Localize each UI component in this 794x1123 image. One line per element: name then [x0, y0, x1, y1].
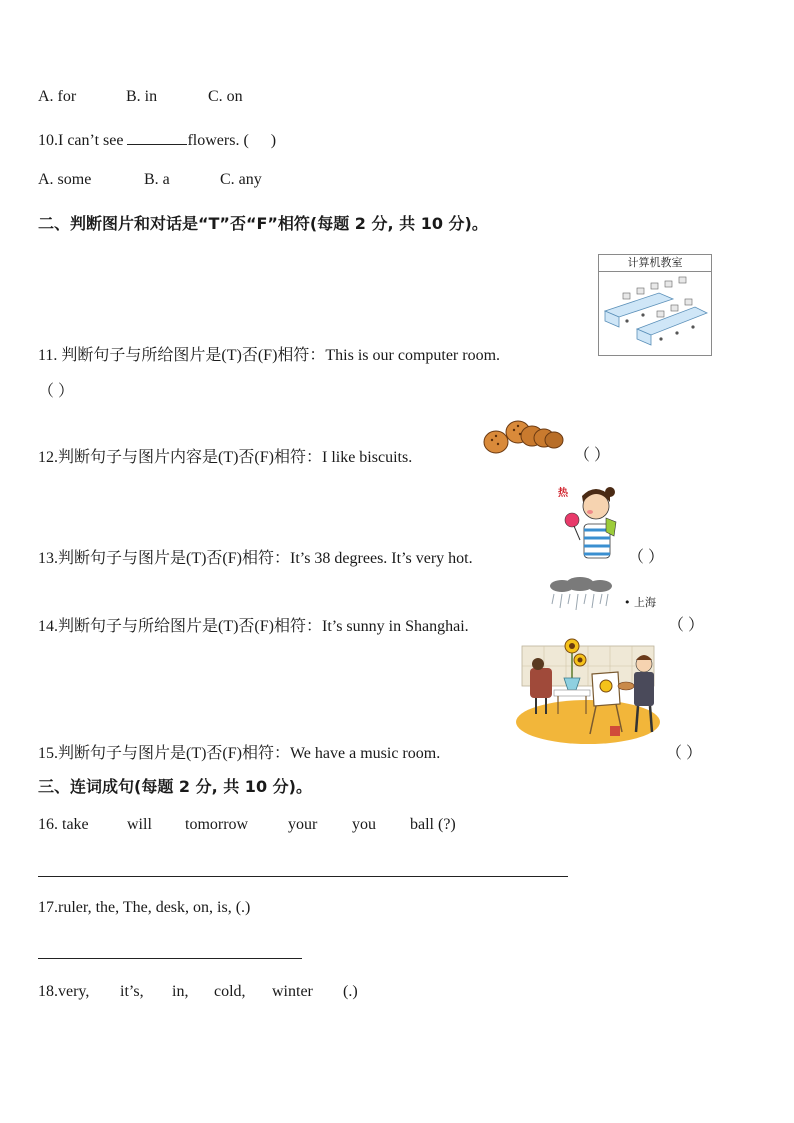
- q16-word: ball (?): [410, 816, 456, 833]
- q11-answer-paren[interactable]: （ ）: [38, 383, 75, 400]
- q9-option-a[interactable]: A. for: [38, 88, 77, 105]
- shanghai-label: • 上海: [624, 596, 656, 609]
- q9-option-b[interactable]: B. in: [126, 88, 158, 105]
- q9-option-c[interactable]: C. on: [208, 88, 243, 105]
- q11-text: 11. 判断句子与所给图片是(T)否(F)相符：This is our computer room.: [38, 347, 501, 364]
- q14-answer-paren[interactable]: （ ）: [668, 617, 705, 634]
- biscuits-image: [482, 416, 566, 456]
- section2-heading: 二、判断图片和对话是“T”否“F”相符(每题 2 分, 共 10 分)。: [38, 214, 488, 233]
- hot-label: 热: [558, 488, 568, 499]
- q10-option-a[interactable]: A. some: [38, 171, 92, 188]
- section3-heading: 三、连词成句(每题 2 分, 共 10 分)。: [38, 777, 312, 796]
- q18-word: winter: [272, 983, 313, 1000]
- q13-answer-paren[interactable]: （ ）: [628, 549, 665, 566]
- q15-text: 15.判断句子与图片是(T)否(F)相符：We have a music room.: [38, 745, 441, 762]
- q16-word: you: [352, 816, 376, 833]
- q16-word: 16. take: [38, 816, 89, 833]
- hot-girl-image: [556, 484, 622, 564]
- hot-girl-illustration: [556, 484, 622, 564]
- q12-text: 12.判断句子与图片内容是(T)否(F)相符：I like biscuits.: [38, 449, 413, 466]
- q10-option-c[interactable]: C. any: [220, 171, 262, 188]
- q10-option-b[interactable]: B. a: [144, 171, 170, 188]
- q18-word: cold,: [214, 983, 246, 1000]
- computer-desks-illustration: [599, 271, 711, 355]
- q10-stem-before: 10.I can’t see: [38, 132, 128, 149]
- rain-cloud-image: [548, 578, 624, 618]
- q14-text: 14.判断句子与所给图片是(T)否(F)相符：It’s sunny in Shanghai.: [38, 618, 469, 635]
- q15-answer-paren[interactable]: （ ）: [666, 745, 703, 762]
- computer-room-label: 计算机教室: [599, 255, 711, 272]
- q16-word: tomorrow: [185, 816, 249, 833]
- q10-paren-close: ): [270, 132, 277, 149]
- q16-word: will: [127, 816, 152, 833]
- q18-word: (.): [343, 983, 358, 1000]
- q18-word: 18.very,: [38, 983, 90, 1000]
- q12-answer-paren[interactable]: （ ）: [574, 447, 611, 464]
- computer-room-image: [598, 254, 712, 356]
- q17-words: 17.ruler, the, The, desk, on, is, (.): [38, 899, 251, 916]
- q18-word: in,: [172, 983, 189, 1000]
- q18-word: it’s,: [120, 983, 144, 1000]
- q17-answer-line[interactable]: [38, 958, 302, 959]
- q16-word: your: [288, 816, 318, 833]
- art-room-image: [514, 638, 662, 750]
- q13-text: 13.判断句子与图片是(T)否(F)相符：It’s 38 degrees. It’s very hot.: [38, 550, 473, 567]
- q10-stem: [38, 130, 276, 150]
- q10-stem-after: flowers. (: [187, 132, 249, 149]
- q10-blank[interactable]: [127, 130, 187, 145]
- q16-answer-line[interactable]: [38, 876, 568, 877]
